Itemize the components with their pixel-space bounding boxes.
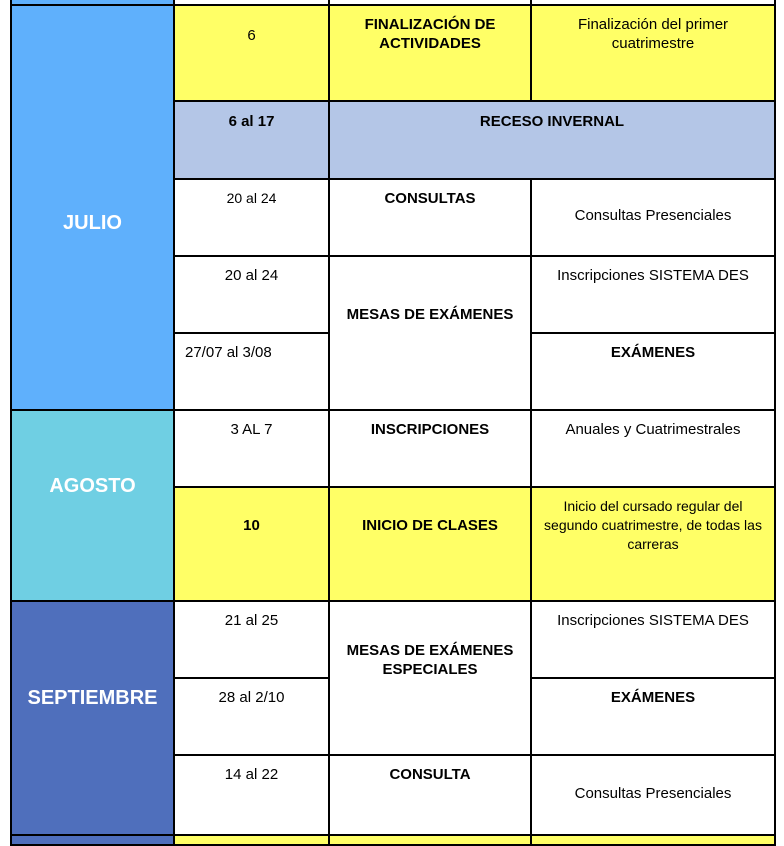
detail-text-r7: Inicio del cursado regular del segundo cuatrimestre, de todas las carreras xyxy=(544,498,762,552)
activity-cell-r6 xyxy=(328,409,532,488)
date-text-r5: 27/07 al 3/08 xyxy=(185,344,272,361)
detail-cell-r1 xyxy=(530,4,776,102)
date-text-r10: 14 al 22 xyxy=(224,766,279,783)
detail-text-r8: Inscripciones SISTEMA DES xyxy=(557,612,749,629)
detail-cell-r10 xyxy=(530,754,776,836)
month-cell-julio xyxy=(10,4,175,411)
activity-cell-r2 xyxy=(328,100,776,180)
month-label-agosto: AGOSTO xyxy=(49,475,136,497)
activity-text-r6: INSCRIPCIONES xyxy=(370,421,490,438)
detail-cell-next xyxy=(530,834,776,846)
month-label-septiembre: SEPTIEMBRE xyxy=(27,687,158,709)
date-text-r9: 28 al 2/10 xyxy=(218,689,285,706)
detail-text-r5: EXÁMENES xyxy=(610,344,696,361)
detail-text-r10: Consultas Presenciales xyxy=(574,785,732,802)
detail-text-r6: Anuales y Cuatrimestrales xyxy=(565,421,741,438)
date-cell-r5 xyxy=(173,332,330,411)
date-text-r1: 6 xyxy=(247,27,256,44)
activity-text-r3: CONSULTAS xyxy=(384,190,476,207)
activity-cell-r7 xyxy=(328,486,532,602)
detail-cell-r4 xyxy=(530,255,776,334)
date-cell-r10 xyxy=(173,754,330,836)
date-cell-r8 xyxy=(173,600,330,679)
date-cell-r6 xyxy=(173,409,330,488)
date-cell-r2 xyxy=(173,100,330,180)
detail-text-r3: Consultas Presenciales xyxy=(574,207,732,224)
activity-cell-r10 xyxy=(328,754,532,836)
detail-text-r1: Finalización del primer cuatrimestre xyxy=(577,16,729,52)
detail-text-r4: Inscripciones SISTEMA DES xyxy=(557,267,749,284)
detail-text-r9: EXÁMENES xyxy=(610,689,696,706)
activity-text-r1: FINALIZACIÓN DE ACTIVIDADES xyxy=(364,16,496,52)
activity-text-r2: RECESO INVERNAL xyxy=(479,113,625,130)
detail-cell-r5 xyxy=(530,332,776,411)
activity-text-r8: MESAS DE EXÁMENES ESPECIALES xyxy=(346,642,514,678)
month-label-julio: JULIO xyxy=(63,212,122,234)
date-text-r3: 20 al 24 xyxy=(226,190,277,206)
date-text-r2: 6 al 17 xyxy=(228,113,275,130)
activity-cell-r4 xyxy=(328,255,532,411)
date-text-r8: 21 al 25 xyxy=(224,612,279,629)
month-cell-septiembre xyxy=(10,600,175,836)
date-text-r4: 20 al 24 xyxy=(224,267,279,284)
activity-cell-r8 xyxy=(328,600,532,756)
activity-text-r7: INICIO DE CLASES xyxy=(362,517,498,534)
detail-cell-r3 xyxy=(530,178,776,257)
activity-cell-r1 xyxy=(328,4,532,102)
date-cell-r1 xyxy=(173,4,330,102)
date-cell-r4 xyxy=(173,255,330,334)
date-cell-r9 xyxy=(173,677,330,756)
month-cell-agosto xyxy=(10,409,175,602)
date-cell-r7 xyxy=(173,486,330,602)
date-cell-next xyxy=(173,834,330,846)
date-text-r7: 10 xyxy=(243,517,260,534)
activity-text-r4: MESAS DE EXÁMENES xyxy=(346,306,514,323)
activity-cell-next xyxy=(328,834,532,846)
month-cell-next xyxy=(10,834,175,846)
detail-cell-r6 xyxy=(530,409,776,488)
detail-cell-r9 xyxy=(530,677,776,756)
detail-cell-r8 xyxy=(530,600,776,679)
activity-cell-r3 xyxy=(328,178,532,257)
date-cell-r3 xyxy=(173,178,330,257)
date-text-r6: 3 AL 7 xyxy=(230,421,273,438)
activity-text-r10: CONSULTA xyxy=(389,766,471,783)
detail-cell-r7 xyxy=(530,486,776,602)
